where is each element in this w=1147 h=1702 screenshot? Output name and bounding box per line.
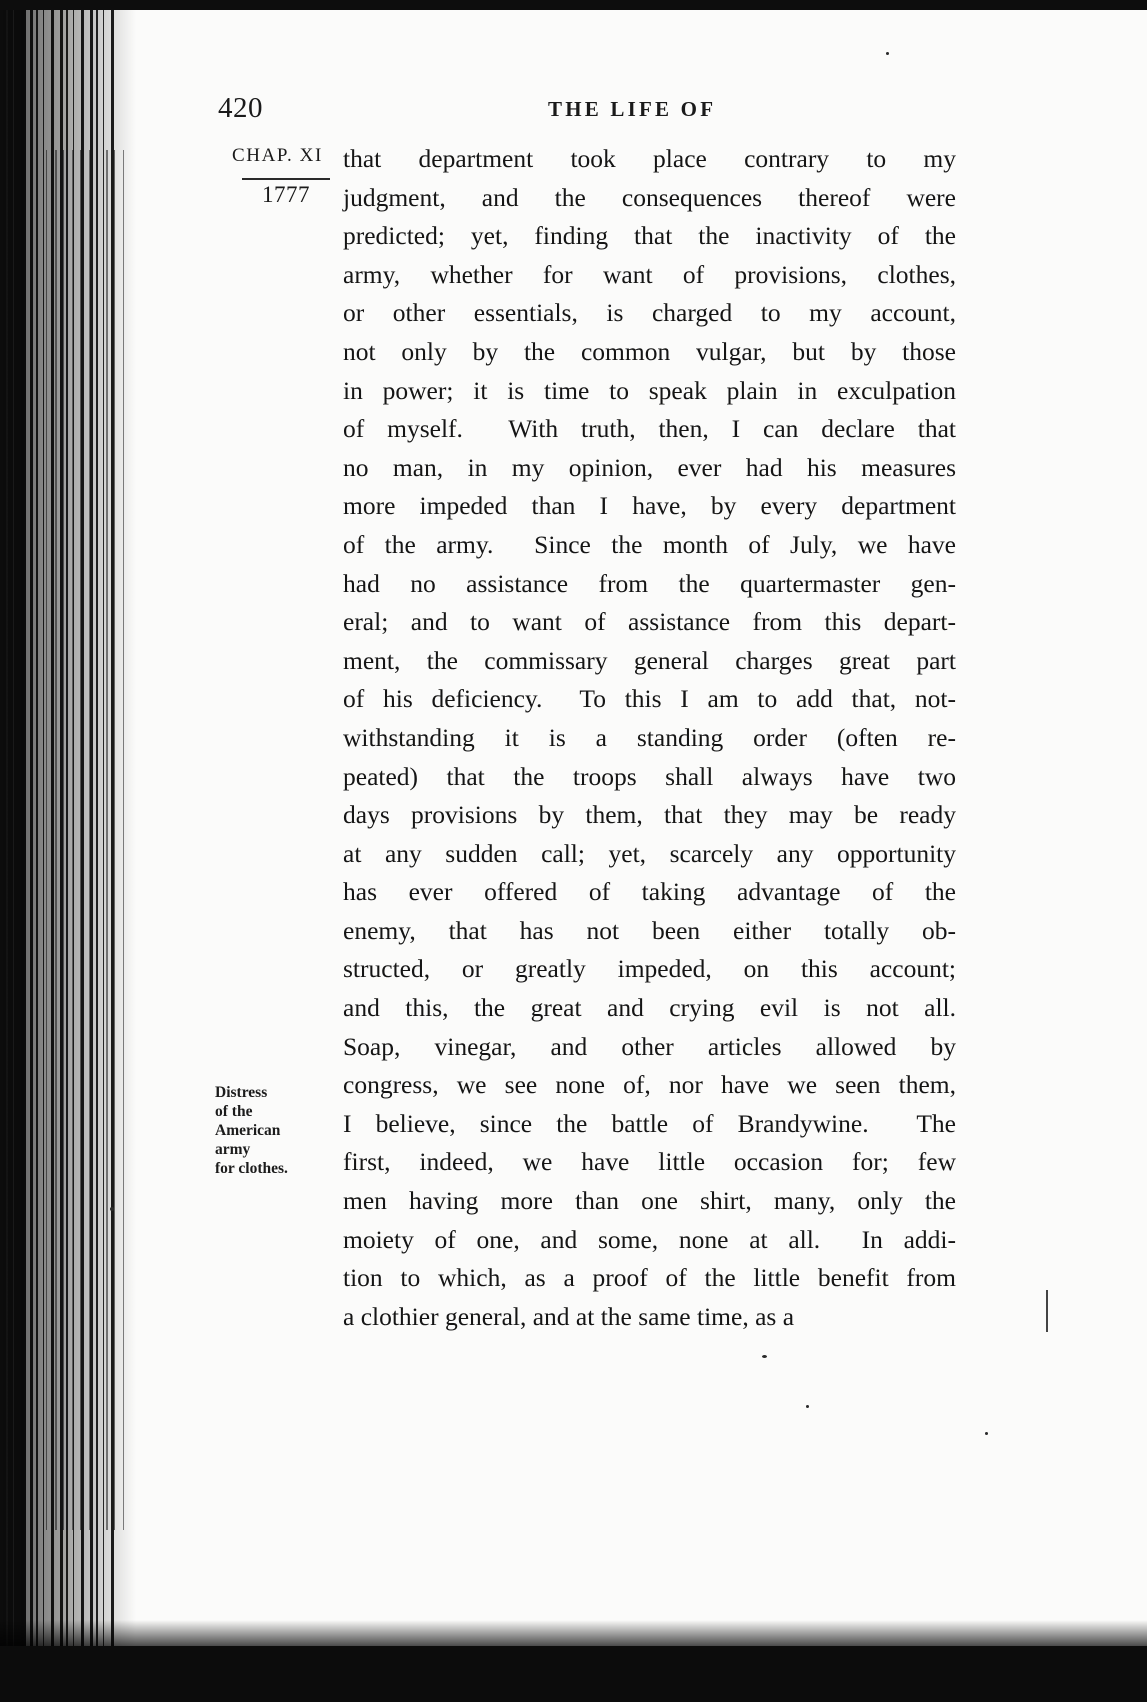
year-label: 1777 (262, 182, 310, 207)
body-line: of the army. Since the month of July, we have (343, 529, 956, 559)
body-line: predicted; yet, finding that the inactivity of the (343, 221, 956, 251)
chapter-rule (242, 178, 330, 180)
body-line: withstanding it is a standing order (often re- (343, 722, 956, 752)
body-line: tion to which, as a proof of the little benefit from (343, 1263, 956, 1293)
body-line: congress, we see none of, nor have we seen them, (343, 1070, 956, 1100)
body-text-column (343, 140, 956, 1336)
marginal-note (215, 1083, 333, 1178)
marginal-note-line: for clothes. (215, 1160, 288, 1177)
body-line: and this, the great and crying evil is not all. (343, 993, 956, 1023)
chapter-label: CHAP. XI (232, 145, 323, 166)
body-line: that department took place contrary to my (343, 144, 956, 173)
running-head (218, 92, 1048, 122)
body-line: more impeded than I have, by every department (343, 491, 956, 521)
running-head-title: THE LIFE OF (548, 97, 717, 121)
body-line: or other essentials, is charged to my account, (343, 298, 956, 328)
body-line: peated) that the troops shall always have two (343, 761, 956, 791)
body-line: a clothier general, and at the same time, as a (343, 1301, 795, 1331)
body-line: first, indeed, we have little occasion for; few (343, 1147, 956, 1177)
marginal-note-line: of the (215, 1103, 253, 1120)
body-line: in power; it is time to speak plain in exculpation (343, 375, 956, 405)
marginal-note-line: army (215, 1141, 251, 1158)
body-line: of myself. With truth, then, I can declare that (343, 414, 956, 444)
body-line: has ever offered of taking advantage of the (343, 877, 956, 907)
body-line: army, whether for want of provisions, clothes, (343, 259, 956, 289)
body-line: had no assistance from the quartermaster gen- (343, 568, 956, 598)
body-line: ment, the commissary general charges great part (343, 645, 956, 675)
body-line: enemy, that has not been either totally ob- (343, 915, 956, 945)
body-line: moiety of one, and some, none at all. In addi- (343, 1224, 956, 1254)
marginal-note-line: American (215, 1122, 281, 1139)
marginal-note-line: Distress (215, 1084, 268, 1101)
body-line: judgment, and the consequences thereof were (343, 182, 956, 212)
body-line: structed, or greatly impeded, on this account; (343, 954, 956, 984)
body-line: of his deficiency. To this I am to add that, not- (343, 684, 956, 714)
body-line: I believe, since the battle of Brandywine. The (343, 1108, 956, 1138)
body-line: no man, in my opinion, ever had his measures (343, 452, 956, 482)
body-line: eral; and to want of assistance from this depart- (343, 607, 956, 637)
body-line: Soap, vinegar, and other articles allowed by (343, 1031, 956, 1061)
page-number: 420 (218, 92, 263, 124)
body-line: men having more than one shirt, many, only the (343, 1186, 956, 1216)
body-line: not only by the common vulgar, but by those (343, 336, 956, 366)
body-line: days provisions by them, that they may be ready (343, 800, 956, 830)
body-line: at any sudden call; yet, scarcely any opportunity (343, 838, 956, 868)
